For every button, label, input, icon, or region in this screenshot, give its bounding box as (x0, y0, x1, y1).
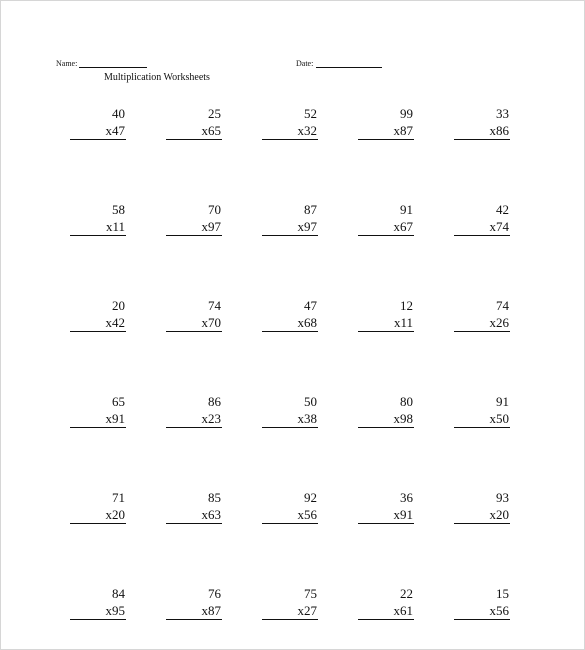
multiplier: x47 (70, 122, 126, 140)
multiplier: x20 (70, 506, 126, 524)
multiplier: x70 (166, 314, 222, 332)
multiplier: x65 (166, 122, 222, 140)
multiplier: x27 (262, 602, 318, 620)
multiplicand: 47 (304, 298, 317, 313)
problem-item (358, 489, 414, 524)
problem-item (454, 393, 510, 428)
multiplicand: 87 (304, 202, 317, 217)
problem-item (166, 489, 222, 524)
multiplicand: 36 (400, 490, 413, 505)
name-label: Name: (56, 59, 78, 68)
problem-item (454, 201, 510, 236)
multiplier: x74 (454, 218, 510, 236)
multiplier: x56 (454, 602, 510, 620)
multiplier: x86 (454, 122, 510, 140)
problem-item (358, 297, 414, 332)
multiplier: x20 (454, 506, 510, 524)
problem-item (70, 201, 126, 236)
multiplicand: 65 (112, 394, 125, 409)
multiplier: x26 (454, 314, 510, 332)
multiplicand: 99 (400, 106, 413, 121)
multiplier: x95 (70, 602, 126, 620)
problem-item (358, 585, 414, 620)
multiplicand: 33 (496, 106, 509, 121)
problem-item (166, 201, 222, 236)
multiplicand: 75 (304, 586, 317, 601)
problem-item (70, 585, 126, 620)
multiplicand: 52 (304, 106, 317, 121)
problem-item (262, 393, 318, 428)
multiplier: x11 (358, 314, 414, 332)
multiplier: x87 (358, 122, 414, 140)
multiplicand: 80 (400, 394, 413, 409)
problem-item (70, 393, 126, 428)
problem-item (166, 105, 222, 140)
multiplicand: 93 (496, 490, 509, 505)
multiplier: x97 (262, 218, 318, 236)
multiplicand: 74 (496, 298, 509, 313)
multiplicand: 22 (400, 586, 413, 601)
multiplicand: 91 (400, 202, 413, 217)
problem-item (70, 489, 126, 524)
multiplier: x68 (262, 314, 318, 332)
multiplier: x67 (358, 218, 414, 236)
multiplicand: 42 (496, 202, 509, 217)
multiplier: x98 (358, 410, 414, 428)
problem-item (358, 393, 414, 428)
problem-item (70, 297, 126, 332)
problem-item (454, 585, 510, 620)
date-field-line (316, 67, 382, 68)
multiplier: x63 (166, 506, 222, 524)
worksheet-title: Multiplication Worksheets (104, 72, 210, 83)
multiplier: x32 (262, 122, 318, 140)
multiplier: x42 (70, 314, 126, 332)
multiplicand: 70 (208, 202, 221, 217)
multiplicand: 71 (112, 490, 125, 505)
multiplier: x97 (166, 218, 222, 236)
problem-grid (70, 105, 510, 620)
multiplier: x61 (358, 602, 414, 620)
problem-item (70, 105, 126, 140)
multiplicand: 86 (208, 394, 221, 409)
multiplicand: 25 (208, 106, 221, 121)
multiplicand: 50 (304, 394, 317, 409)
multiplier: x11 (70, 218, 126, 236)
multiplier: x50 (454, 410, 510, 428)
multiplicand: 58 (112, 202, 125, 217)
date-label: Date: (296, 59, 314, 68)
problem-item (262, 201, 318, 236)
multiplicand: 74 (208, 298, 221, 313)
multiplier: x38 (262, 410, 318, 428)
multiplier: x91 (358, 506, 414, 524)
multiplicand: 85 (208, 490, 221, 505)
problem-item (358, 201, 414, 236)
name-field-line (79, 67, 147, 68)
multiplicand: 92 (304, 490, 317, 505)
multiplicand: 40 (112, 106, 125, 121)
problem-item (454, 297, 510, 332)
problem-item (166, 393, 222, 428)
problem-item (262, 297, 318, 332)
multiplicand: 12 (400, 298, 413, 313)
multiplicand: 20 (112, 298, 125, 313)
problem-item (262, 489, 318, 524)
problem-item (262, 105, 318, 140)
problem-item (166, 585, 222, 620)
problem-item (454, 489, 510, 524)
multiplier: x91 (70, 410, 126, 428)
multiplier: x23 (166, 410, 222, 428)
multiplicand: 76 (208, 586, 221, 601)
multiplicand: 84 (112, 586, 125, 601)
multiplier: x56 (262, 506, 318, 524)
problem-item (454, 105, 510, 140)
multiplier: x87 (166, 602, 222, 620)
multiplicand: 15 (496, 586, 509, 601)
problem-item (262, 585, 318, 620)
problem-item (358, 105, 414, 140)
multiplicand: 91 (496, 394, 509, 409)
problem-item (166, 297, 222, 332)
